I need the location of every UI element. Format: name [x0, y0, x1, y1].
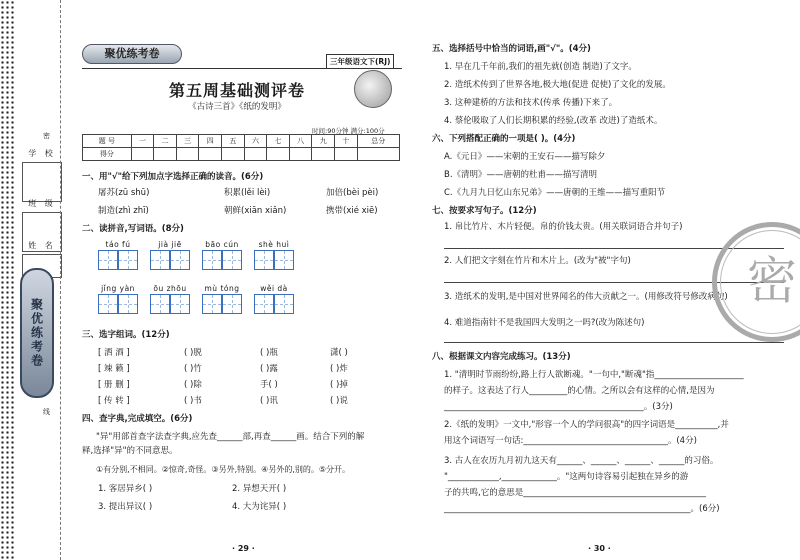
q4-item[interactable]: 4. 大为诧异( ) — [232, 502, 287, 512]
q6-option[interactable]: A.《元日》——宋朝的王安石——描写除夕 — [444, 152, 606, 162]
character-box[interactable] — [98, 294, 118, 314]
pinyin-group — [150, 284, 190, 314]
word-blank[interactable]: ( )露 — [260, 364, 278, 374]
word-blank[interactable]: ( )炸 — [330, 364, 348, 374]
character-box[interactable] — [98, 250, 118, 270]
q8-line[interactable]: _______________________________________________。(3分) — [444, 402, 673, 412]
score-table-header: 五 — [222, 135, 245, 148]
left-page — [72, 0, 400, 560]
character-box[interactable] — [274, 294, 294, 314]
pinyin-text: shè huì — [258, 240, 290, 249]
q2-title: 二、读拼音,写词语。(8分) — [82, 224, 184, 234]
character-box[interactable] — [254, 250, 274, 270]
score-cell[interactable] — [267, 148, 290, 161]
pinyin-group — [202, 240, 242, 270]
q4-paragraph: "异"用部首查字法查字典,应先查______部,再查______画。结合下列的解 — [96, 432, 365, 442]
score-cell[interactable] — [357, 148, 399, 161]
score-table-header: 四 — [199, 135, 222, 148]
word-blank[interactable]: ( )瓶 — [260, 348, 278, 358]
q8-line[interactable]: 2.《纸的发明》一文中,"形容一个人的学问很高"的四字词语是__________,并 — [444, 420, 729, 430]
page-subtitle: 《古诗三首》《纸的发明》 — [188, 102, 286, 112]
character-box[interactable] — [170, 250, 190, 270]
school-label: 学 校 — [28, 149, 56, 158]
character-box[interactable] — [170, 294, 190, 314]
score-table-header: 十 — [335, 135, 358, 148]
q1-item[interactable]: 朝鲜(xiān xiǎn) — [224, 206, 287, 216]
score-cell[interactable] — [131, 148, 154, 161]
pinyin-group — [150, 240, 190, 270]
pinyin-text: táo fú — [105, 240, 131, 249]
q4-title: 四、查字典,完成填空。(6分) — [82, 414, 193, 424]
word-blank[interactable]: ( )说 — [330, 396, 348, 406]
q4-item[interactable]: 1. 客居异乡( ) — [98, 484, 153, 494]
score-table-header: 七 — [267, 135, 290, 148]
seal-mark-top: 密 — [43, 132, 50, 140]
score-table-header: 八 — [289, 135, 312, 148]
q8-line[interactable]: 3. 古人在农历九月初九这天有______、______、______、______的习俗。 — [444, 456, 719, 466]
score-table-header: 题 号 — [83, 135, 132, 148]
school-field[interactable] — [22, 162, 62, 202]
score-cell[interactable] — [312, 148, 335, 161]
character-box[interactable] — [254, 294, 274, 314]
character-box[interactable] — [150, 294, 170, 314]
character-box[interactable] — [202, 294, 222, 314]
pinyin-text: jià jiē — [158, 240, 182, 249]
page-number: · 29 · — [232, 544, 255, 553]
character-box[interactable] — [118, 294, 138, 314]
score-table-header: 总分 — [357, 135, 399, 148]
pinyin-group — [98, 284, 138, 314]
char-pair: [ 竦 籁 ] — [98, 364, 130, 374]
seal-stamp: 密 — [712, 222, 800, 342]
pinyin-row — [98, 284, 306, 314]
q5-item[interactable]: 4. 蔡伦吸取了人们长期积累的经验,(改革 改进)了造纸术。 — [444, 116, 663, 126]
pinyin-text: wěi dà — [260, 284, 288, 293]
character-box[interactable] — [202, 250, 222, 270]
pinyin-text: ōu zhōu — [153, 284, 187, 293]
char-pair: [ 册 删 ] — [98, 380, 130, 390]
q1-item[interactable]: 屠苏(zū shū) — [98, 188, 150, 198]
vertical-logo: 聚优练考卷 — [20, 268, 54, 398]
q5-title: 五、选择括号中恰当的词语,画"√"。(4分) — [432, 44, 591, 54]
score-table-header: 三 — [176, 135, 199, 148]
q7-item: 1. 帛比竹片、木片轻便。帛的价钱太贵。(用关联词语合并句子) — [444, 222, 683, 232]
q8-line[interactable]: __________________________________________________________。(6分) — [444, 504, 720, 514]
q5-item[interactable]: 1. 早在几千年前,我们的祖先就(创造 制造)了文字。 — [444, 62, 637, 72]
q8-line[interactable]: "____________,_____________。"这两句诗容易引起独在异乡的游 — [444, 472, 689, 482]
grade-badge: 三年级语文下(RJ) — [326, 54, 394, 69]
score-table — [82, 134, 400, 161]
q4-definitions: ①有分别,不相同。②惊奇,奇怪。③另外,特别。④另外的,别的。⑤分开。 — [96, 465, 351, 474]
q6-title: 六、下列搭配正确的一项是( )。(4分) — [432, 134, 576, 144]
pinyin-text: jǐng yàn — [101, 284, 135, 293]
name-label: 姓 名 — [28, 241, 56, 250]
q1-item[interactable]: 携带(xié xiē) — [326, 206, 378, 216]
brand-banner: 聚优练考卷 — [82, 44, 182, 64]
q8-title: 八、根据课文内容完成练习。(13分) — [432, 352, 571, 362]
score-table-header: 二 — [154, 135, 177, 148]
q8-line[interactable]: 的样子。这表达了行人_________的心情。之所以会有这样的心情,是因为 — [444, 386, 715, 396]
pinyin-text: mù tóng — [204, 284, 240, 293]
q4-paragraph: 释,选择"异"的不同意思。 — [82, 446, 178, 456]
q7-item: 2. 人们把文字刻在竹片和木片上。(改为"被"字句) — [444, 256, 631, 266]
pinyin-row — [98, 240, 306, 270]
word-blank[interactable]: ( )讯 — [260, 396, 278, 406]
q7-item: 4. 难道指南针不是我国四大发明之一吗?(改为陈述句) — [444, 318, 645, 328]
word-blank[interactable]: ( )书 — [184, 396, 202, 406]
pinyin-group — [254, 284, 294, 314]
character-box[interactable] — [222, 294, 242, 314]
score-cell[interactable] — [222, 148, 245, 161]
q1-item[interactable]: 制造(zhì zhī) — [98, 206, 149, 216]
mascot-illustration — [354, 70, 392, 108]
score-row-label: 得分 — [83, 148, 132, 161]
q7-item: 3. 造纸术的发明,是中国对世界闻名的伟大贡献之一。(用修改符号修改病句) — [444, 292, 728, 302]
char-pair: [ 传 转 ] — [98, 396, 130, 406]
character-box[interactable] — [118, 250, 138, 270]
q8-line[interactable]: 用这个词语写一句话:__________________________________。(4分) — [444, 436, 697, 446]
q1-title: 一、用"√"给下列加点字选择正确的读音。(6分) — [82, 172, 264, 182]
score-cell[interactable] — [176, 148, 199, 161]
score-cell[interactable] — [289, 148, 312, 161]
word-blank[interactable]: ( )脱 — [184, 348, 202, 358]
page-title: 第五周基础测评卷 — [168, 81, 305, 100]
q3-title: 三、选字组词。(12分) — [82, 330, 170, 340]
word-blank[interactable]: 潇( ) — [330, 348, 348, 358]
pinyin-text: bāo cún — [205, 240, 239, 249]
pinyin-group — [254, 240, 294, 270]
class-label: 班 级 — [28, 199, 56, 208]
score-cell[interactable] — [154, 148, 177, 161]
q6-option[interactable]: C.《九月九日忆山东兄弟》——唐朝的王维——描写重阳节 — [444, 188, 666, 198]
answer-line[interactable] — [444, 342, 784, 343]
word-blank[interactable]: 手( ) — [260, 380, 278, 390]
character-box[interactable] — [150, 250, 170, 270]
word-blank[interactable]: ( )除 — [184, 380, 202, 390]
cut-line — [60, 0, 61, 560]
pinyin-group — [202, 284, 242, 314]
q4-item[interactable]: 3. 提出异议( ) — [98, 502, 153, 512]
page-number: · 30 · — [588, 544, 611, 553]
pinyin-group — [98, 240, 138, 270]
q1-item[interactable]: 积累(lěi lèi) — [224, 188, 271, 198]
word-blank[interactable]: ( )掉 — [330, 380, 348, 390]
score-table-header: 六 — [244, 135, 267, 148]
q8-line[interactable]: 子的共鸣,它的意思是___________________________________________ — [444, 488, 706, 498]
score-cell[interactable] — [335, 148, 358, 161]
q5-item[interactable]: 3. 这种建桥的方法和技术(传承 传播)下来了。 — [444, 98, 618, 108]
q8-line[interactable]: 1. "清明时节雨纷纷,路上行人欲断魂。"一句中,"断魂"指_____________________ — [444, 370, 744, 380]
binder-dot-border — [0, 0, 16, 560]
char-pair: [ 洒 酒 ] — [98, 348, 130, 358]
score-table-header: 一 — [131, 135, 154, 148]
character-box[interactable] — [274, 250, 294, 270]
character-box[interactable] — [222, 250, 242, 270]
word-blank[interactable]: ( )竹 — [184, 364, 202, 374]
q7-title: 七、按要求写句子。(12分) — [432, 206, 537, 216]
score-table-header: 九 — [312, 135, 335, 148]
score-cell[interactable] — [244, 148, 267, 161]
score-cell[interactable] — [199, 148, 222, 161]
seal-mark-bottom: 线 — [43, 408, 50, 416]
q1-item[interactable]: 加倍(bèi pèi) — [326, 188, 379, 198]
q4-item[interactable]: 2. 异想天开( ) — [232, 484, 287, 494]
q5-item[interactable]: 2. 造纸术传到了世界各地,极大地(促进 促使)了文化的发展。 — [444, 80, 671, 90]
time-score-info: 时间:90分钟 满分:100分 — [312, 127, 385, 135]
q6-option[interactable]: B.《清明》——唐朝的杜甫——描写清明 — [444, 170, 598, 180]
